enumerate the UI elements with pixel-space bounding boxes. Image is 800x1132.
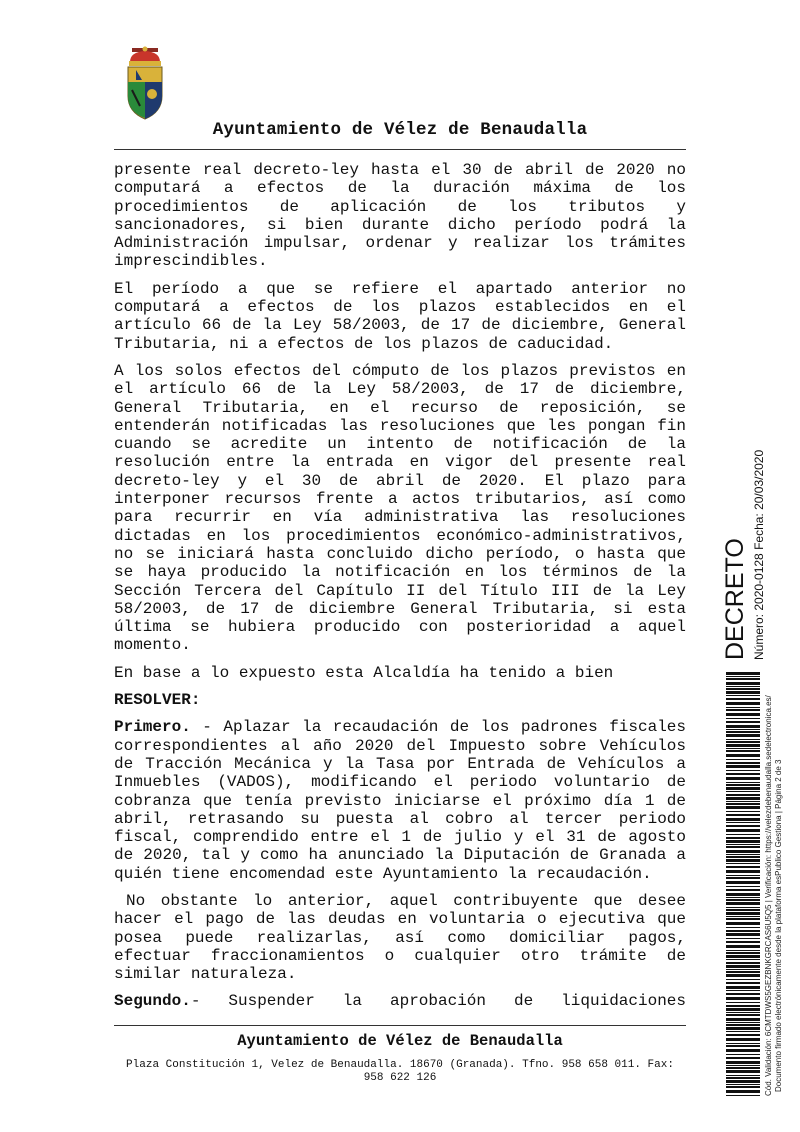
barcode-bar (726, 971, 760, 973)
segundo-label: Segundo. (114, 992, 191, 1011)
barcode-bar (726, 1086, 760, 1088)
barcode-bar (726, 695, 760, 696)
barcode-bar (726, 754, 760, 757)
barcode-bar (726, 1090, 760, 1093)
barcode-bar (726, 965, 760, 968)
barcode-bar (726, 686, 760, 687)
barcode-bar (726, 688, 760, 690)
barcode-bar (726, 762, 760, 764)
barcode-bar (726, 734, 760, 737)
barcode-bar (726, 997, 760, 1000)
barcode-bar (726, 952, 760, 954)
paragraph: No obstante lo anterior, aquel contribuyente que desee hacer el pago de las deudas en voluntaria o ejecutiva que posea puede realizarlas, así como domiciliar pagos, efectuar fraccionamientos o cualquier otro trámite de similar naturaleza. (114, 891, 686, 984)
barcode-bar (726, 748, 760, 749)
document-body (114, 161, 686, 1020)
barcode-bar (726, 721, 760, 723)
barcode-bar (726, 713, 760, 716)
barcode-bar (726, 950, 760, 951)
barcode-bar (726, 875, 760, 876)
barcode-bar (726, 846, 760, 848)
barcode-bar (726, 787, 760, 790)
barcode-bar (726, 797, 760, 800)
barcode-bar (726, 709, 760, 711)
barcode-bar (726, 959, 760, 960)
paragraph: A los solos efectos del cómputo de los plazos previstos en el artículo 66 de la Ley 58/2003, de 17 de diciembre, General Tributaria, en el recurso de reposición, se entenderán notificadas las resoluciones que les pongan fin cuando se acredite un intento de notificación de la resolución entre la entrada en vigor del presente real decreto-ley y el 30 de abril de 2020. El plazo para interponer recursos frente a actos tributarios, así como para recurrir en vía administrativa las resoluciones dictadas en los procedimientos económico-administrativos, no se iniciará hasta concluido dicho período, o hasta que se haya producido la notificación en los términos de la Sección Tercera del Capítulo II del Título III de la Ley 58/2003, de 17 de diciembre General Tributaria, si esta última se hubiera producido con posterioridad a aquel momento. (114, 361, 686, 655)
barcode-bar (726, 955, 760, 958)
barcode-bar (726, 1084, 760, 1085)
barcode-bar (726, 731, 760, 733)
barcode-bar (726, 1080, 760, 1083)
barcode-bar (726, 825, 760, 827)
barcode-bar (726, 818, 760, 821)
decreto-label: DECRETO (721, 538, 749, 660)
barcode-bar (726, 1061, 760, 1064)
barcode-bar (726, 691, 760, 694)
barcode-bar (726, 945, 760, 948)
barcode-bar (726, 773, 760, 775)
barcode-bar (726, 886, 760, 887)
barcode-bar (726, 941, 760, 943)
barcode-bar (726, 678, 760, 680)
barcode-bar (726, 725, 760, 728)
barcode-bar (726, 803, 760, 805)
municipal-crest-logo (122, 46, 168, 122)
barcode-bar (726, 962, 760, 964)
barcode-bar (726, 850, 760, 853)
barcode-bar (726, 1002, 760, 1003)
barcode-bar (726, 844, 760, 845)
barcode-bar (726, 893, 760, 896)
barcode-bar (726, 770, 760, 771)
barcode-bar (726, 814, 760, 816)
barcode-bar (726, 909, 760, 911)
barcode-bar (726, 1049, 760, 1052)
barcode-bar (726, 930, 760, 932)
barcode-bar (726, 794, 760, 796)
barcode-bar (726, 1095, 760, 1096)
barcode-bar (726, 938, 760, 939)
barcode-bar (726, 744, 760, 747)
barcode-bar (726, 777, 760, 780)
barcode-bar (726, 902, 760, 905)
barcode-bar (726, 974, 760, 977)
barcode-bar (726, 1005, 760, 1007)
paragraph-segundo (114, 992, 686, 1010)
barcode-bar (726, 897, 760, 898)
barcode-bar (726, 1014, 760, 1016)
barcode-bar (726, 1027, 760, 1030)
decreto-number-date: Número: 2020-0128 Fecha: 20/03/2020 (752, 449, 766, 660)
paragraph: presente real decreto-ley hasta el 30 de abril de 2020 no computará a efectos de la duración máxima de los procedimientos de aplicación de los tributos y sancionadores, si bien durante dicho período podrá la Administración impulsar, ordenar y realizar los trámites imprescindibles. (114, 161, 686, 271)
barcode-bar (726, 791, 760, 792)
footer-address: Plaza Constitución 1, Velez de Benaudalla. 18670 (Granada). Tfno. 958 658 011. Fax: 958 622 126 (126, 1059, 674, 1084)
verification-text: Cód. Validación: 6CMTDWS5GEZBNKGRCAS6U5Q5 | Verificación: https://velezdebenaudalla.sedelectronica.es/ (764, 695, 773, 1096)
barcode-bar (726, 927, 760, 928)
barcode-bar (726, 990, 760, 991)
barcode-bar (726, 1038, 760, 1041)
paragraph-primero (114, 718, 686, 883)
barcode-bar (726, 806, 760, 809)
barcode-bar (726, 1067, 760, 1069)
barcode-bar (726, 782, 760, 783)
barcode-bar (726, 1024, 760, 1026)
barcode-bar (726, 1075, 760, 1076)
barcode-bar (726, 1077, 760, 1079)
barcode-bar (726, 784, 760, 786)
barcode-bar (726, 1045, 760, 1047)
barcode-bar (726, 899, 760, 901)
paragraph: En base a lo expuesto esta Alcaldía ha tenido a bien (114, 663, 614, 682)
barcode-bar (726, 750, 760, 752)
barcode-bar (726, 1022, 760, 1023)
barcode-bar (726, 856, 760, 858)
barcode-bar (726, 907, 760, 908)
barcode-bar (726, 741, 760, 743)
barcode-bar (726, 881, 760, 884)
barcode-bar (726, 859, 760, 862)
barcode-bar (726, 759, 760, 760)
barcode-bar (726, 801, 760, 802)
barcode-bar (726, 969, 760, 970)
barcode-bar (726, 702, 760, 705)
barcode-bar (726, 933, 760, 936)
barcode-bar (726, 698, 760, 700)
barcode-bar (726, 866, 760, 868)
barcode-bar (726, 1012, 760, 1013)
barcode-bar (726, 840, 760, 843)
barcode-bar (726, 1034, 760, 1036)
barcode-bar (726, 1070, 760, 1073)
barcode-bar (726, 811, 760, 812)
barcode-bar (726, 1065, 760, 1066)
barcode-bar (726, 837, 760, 839)
validation-barcode (726, 672, 760, 1096)
barcode-bar (726, 834, 760, 835)
barcode-bar (726, 889, 760, 891)
barcode-bar (726, 877, 760, 879)
barcode-bar (726, 822, 760, 823)
barcode-bar (726, 916, 760, 917)
resolver-heading: RESOLVER: (114, 691, 201, 710)
platform-text: Documento firmado electrónicamente desde la plataforma esPublico Gestiona | Página 2 de 3 (774, 759, 783, 1092)
barcode-bar (726, 979, 760, 980)
barcode-bar (726, 922, 760, 925)
barcode-bar (726, 1008, 760, 1011)
barcode-bar (726, 676, 760, 677)
barcode-bar (726, 718, 760, 719)
barcode-bar (726, 1054, 760, 1055)
footer-rule (114, 1025, 686, 1026)
barcode-bar (726, 682, 760, 685)
barcode-bar (726, 1057, 760, 1059)
barcode-bar (726, 1043, 760, 1044)
barcode-bar (726, 854, 760, 855)
barcode-bar (726, 739, 760, 740)
barcode-bar (726, 1018, 760, 1021)
barcode-bar (726, 729, 760, 730)
segundo-text: - Suspender la aprobación de liquidaciones (190, 992, 686, 1011)
barcode-bar (726, 765, 760, 768)
barcode-bar (726, 870, 760, 873)
barcode-bar (726, 863, 760, 864)
header-rule (114, 149, 686, 150)
barcode-bar (726, 707, 760, 708)
barcode-bar (726, 993, 760, 995)
header-title: Ayuntamiento de Vélez de Benaudalla (212, 120, 588, 140)
barcode-bar (726, 986, 760, 989)
barcode-bar (726, 1031, 760, 1032)
barcode-bar (726, 672, 760, 675)
barcode-bar (726, 918, 760, 920)
barcode-bar (726, 982, 760, 984)
paragraph: El período a que se refiere el apartado anterior no computará a efectos de los plazos establecidos en el artículo 66 de la Ley 58/2003, de 17 de diciembre, General Tributaria, ni a efectos de los plazos de caducidad. (114, 279, 686, 353)
footer-title: Ayuntamiento de Vélez de Benaudalla (237, 1032, 563, 1050)
primero-text: - Aplazar la recaudación de los padrones fiscales correspondientes al año 2020 del Impuesto sobre Vehículos de Tracción Mecánica y la Tasa por Entrada de Vehículos a Inmuebles (VADOS), modificando el periodo voluntario de cobranza que tenía previsto iniciarse el próximo día 1 de abril, retrasando su puesta al cobro al tercer periodo fiscal, comprendido entre el 1 de julio y el 31 de agosto de 2020, tal y como ha anunciado la Diputación de Granada a quién tiene encomendad este Ayuntamiento la recaudación. (114, 718, 686, 883)
primero-label: Primero. (114, 718, 191, 737)
barcode-bar (726, 829, 760, 832)
barcode-bar (726, 912, 760, 915)
